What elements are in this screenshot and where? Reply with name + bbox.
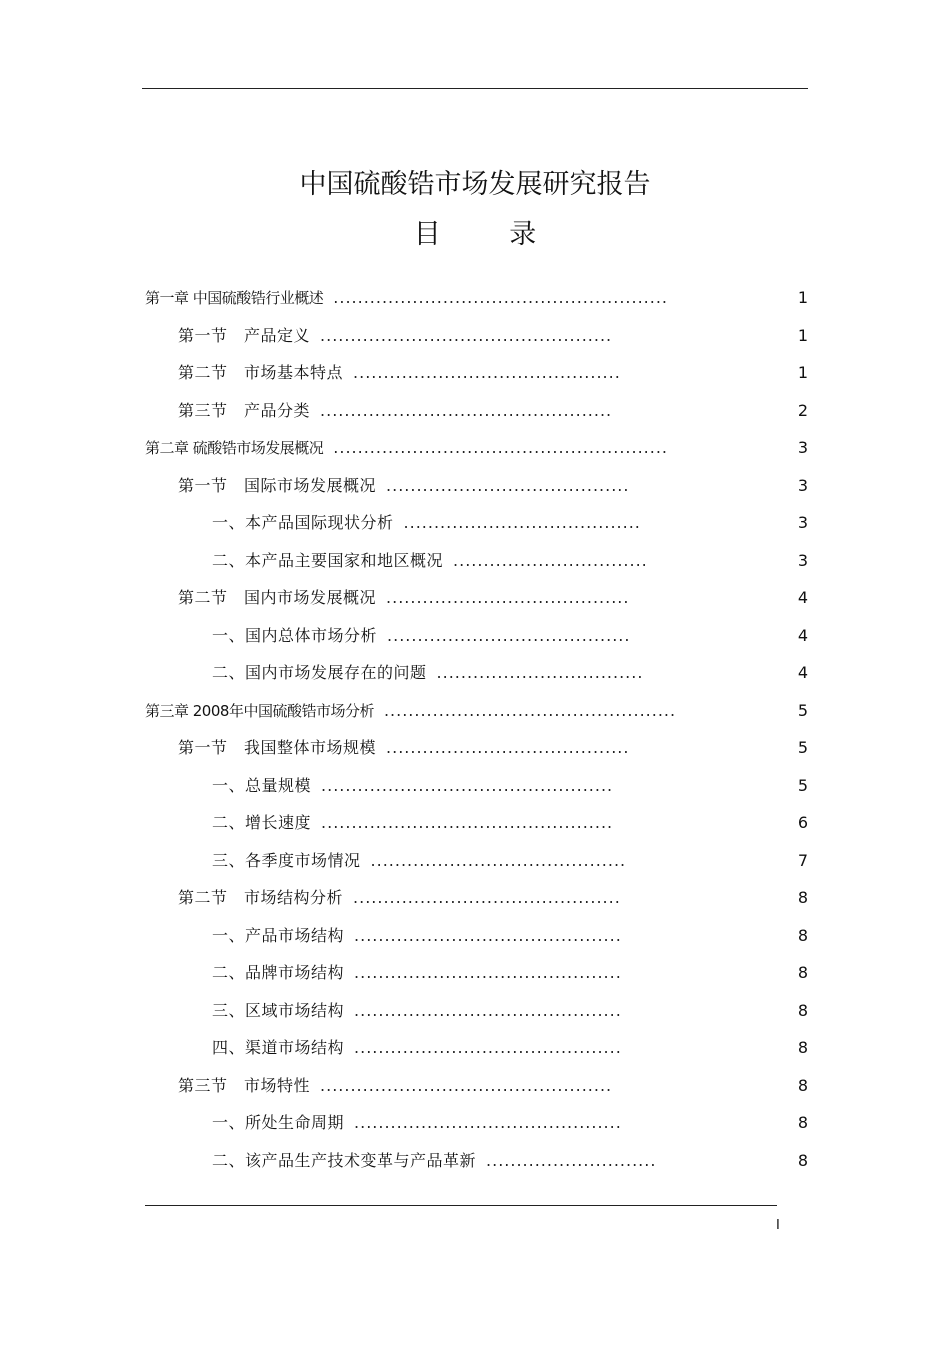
toc-entry-leader: .................................. [436,663,644,682]
toc-entry-page: 8 [797,1076,808,1095]
toc-entry-label: 二、增长速度 [212,813,312,832]
toc-entry[interactable] [145,699,676,723]
toc-entry-label: 第三节 市场特性 [178,1076,311,1095]
toc-entry-page: 6 [797,813,808,832]
toc-entry-leader: ....................................... [403,513,641,532]
toc-entry[interactable] [178,324,612,348]
toc-entry-leader: ................................................ [321,776,614,795]
toc-entry-leader: ........................................ [386,738,630,757]
toc-entry[interactable] [212,549,648,573]
toc-entry[interactable] [145,436,668,460]
toc-entry-page: 3 [797,438,808,457]
toc-entry-page: 3 [797,476,808,495]
toc-entry-label: 四、渠道市场结构 [212,1038,345,1057]
toc-entry-label: 第三章 2008年中国硫酸锆市场分析 [145,702,374,720]
toc-entry-page: 8 [797,1113,808,1132]
toc-entry-leader: ........................................ [386,476,630,495]
toc-entry-label: 二、品牌市场结构 [212,963,345,982]
toc-entry-label: 二、国内市场发展存在的问题 [212,663,427,682]
toc-entry[interactable] [212,811,613,835]
toc-entry-page: 1 [797,288,808,307]
page-number: I [776,1218,780,1233]
toc-entry[interactable] [178,586,629,610]
toc-entry[interactable] [212,961,622,985]
toc-entry-label: 第三节 产品分类 [178,401,311,420]
toc-entry[interactable] [145,286,668,310]
footer-rule [145,1205,777,1206]
toc-entry-page: 4 [797,626,808,645]
toc-entry-label: 第一节 国际市场发展概况 [178,476,377,495]
toc-entry[interactable] [212,924,622,948]
toc-entry[interactable] [178,886,621,910]
toc-entry-leader: ............................................ [354,1113,622,1132]
toc-entry-page: 8 [797,888,808,907]
toc-entry-leader: ............................................ [354,1001,622,1020]
toc-entry-label: 第一节 我国整体市场规模 [178,738,377,757]
toc-entry-page: 1 [797,326,808,345]
toc-entry-label: 一、产品市场结构 [212,926,345,945]
toc-entry-label: 第二章 硫酸锆市场发展概况 [145,439,324,457]
toc-entry-label: 一、总量规模 [212,776,312,795]
toc-entry-page: 8 [797,963,808,982]
toc-entry[interactable] [212,1111,622,1135]
toc-entry-label: 第二节 市场结构分析 [178,888,344,907]
toc-entry-leader: .......................................... [370,851,627,870]
toc-entry[interactable] [212,1149,656,1173]
toc-entry-page: 5 [797,701,808,720]
toc-entry[interactable] [212,849,626,873]
toc-heading: 目 录 [413,219,567,250]
toc-entry-leader: ................................................ [320,326,613,345]
toc-entry-leader: ............................................ [353,363,621,382]
toc-entry-page: 4 [797,663,808,682]
toc-entry-leader: ................................................ [320,1076,613,1095]
toc-entry[interactable] [212,999,622,1023]
toc-entry-leader: ............................................ [354,1038,622,1057]
toc-entry[interactable] [212,774,613,798]
toc-entry-leader: ............................................ [354,926,622,945]
toc-entry-label: 三、各季度市场情况 [212,851,361,870]
toc-entry[interactable] [178,399,612,423]
toc-entry[interactable] [212,511,641,535]
toc-entry-page: 8 [797,1038,808,1057]
toc-entry[interactable] [178,474,629,498]
toc-entry-page: 4 [797,588,808,607]
toc-entry-page: 2 [797,401,808,420]
toc-entry[interactable] [212,624,630,648]
toc-entry[interactable] [212,661,643,685]
toc-entry-label: 一、所处生命周期 [212,1113,345,1132]
toc-entry-leader: ................................ [453,551,648,570]
toc-entry-label: 一、本产品国际现状分析 [212,513,394,532]
toc-entry-leader: ................................................ [321,813,614,832]
toc-entry-label: 第一章 中国硫酸锆行业概述 [145,289,324,307]
toc-entry[interactable] [212,1036,622,1060]
toc-entry-page: 5 [797,776,808,795]
toc-entry-leader: ........................................ [386,588,630,607]
toc-entry-page: 8 [797,926,808,945]
toc-entry-page: 3 [797,513,808,532]
toc-entry[interactable] [178,736,629,760]
toc-entry-leader: ............................................ [354,963,622,982]
toc-entry-label: 第二节 市场基本特点 [178,363,344,382]
toc-entry-label: 一、国内总体市场分析 [212,626,378,645]
toc-entry-label: 第一节 产品定义 [178,326,311,345]
toc-entry-leader: ................................................ [383,701,677,720]
document-title: 中国硫酸锆市场发展研究报告 [299,169,651,200]
toc-entry[interactable] [178,1074,612,1098]
toc-entry-page: 5 [797,738,808,757]
toc-entry-leader: ....................................................... [333,288,669,307]
toc-entry-leader: ............................................ [353,888,621,907]
toc-entry[interactable] [178,361,621,385]
toc-entry-page: 1 [797,363,808,382]
toc-entry-page: 8 [797,1001,808,1020]
toc-entry-leader: ........................................ [387,626,631,645]
toc-entry-label: 二、该产品生产技术变革与产品革新 [212,1151,477,1170]
toc-entry-label: 二、本产品主要国家和地区概况 [212,551,444,570]
toc-entry-page: 7 [797,851,808,870]
toc-entry-leader: ................................................ [320,401,613,420]
toc-entry-page: 8 [797,1151,808,1170]
toc-entry-leader: ............................ [486,1151,657,1170]
toc-entry-leader: ....................................................... [333,438,669,457]
toc-entry-label: 第二节 国内市场发展概况 [178,588,377,607]
toc-entry-label: 三、区域市场结构 [212,1001,345,1020]
toc-entry-page: 3 [797,551,808,570]
